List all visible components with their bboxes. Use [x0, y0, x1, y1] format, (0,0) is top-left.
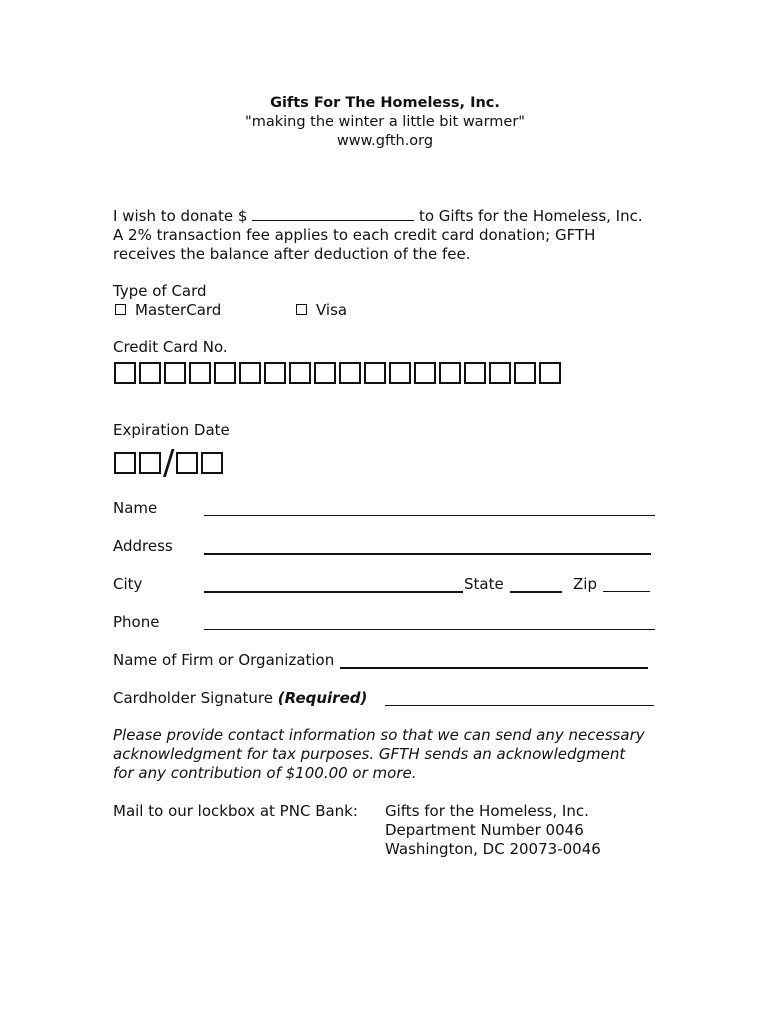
card-number-label: Credit Card No.: [113, 338, 228, 356]
address-field[interactable]: [204, 553, 651, 555]
card-digit-box[interactable]: [189, 362, 211, 384]
address-row: [113, 537, 673, 557]
card-type-section: [113, 282, 673, 320]
zip-field[interactable]: [603, 591, 650, 592]
mailing-address-line3: Washington, DC 20073-0046: [385, 840, 601, 858]
card-digit-box[interactable]: [114, 362, 136, 384]
expiration-separator: /: [163, 443, 175, 483]
exp-year-box[interactable]: [201, 452, 223, 474]
card-type-label: Type of Card: [113, 282, 207, 300]
card-digit-box[interactable]: [339, 362, 361, 384]
card-digit-box[interactable]: [214, 362, 236, 384]
city-state-zip-row: [113, 575, 673, 595]
city-label: City: [113, 575, 143, 593]
contact-note: [113, 726, 673, 783]
contact-note-line3: for any contribution of $100.00 or more.: [113, 764, 417, 782]
expiration-label: Expiration Date: [113, 421, 230, 439]
signature-required-note: (Required): [277, 689, 368, 707]
state-field[interactable]: [510, 591, 562, 593]
address-label: Address: [113, 537, 173, 555]
card-number-boxes[interactable]: [114, 362, 564, 384]
signature-label: Cardholder Signature: [113, 689, 273, 707]
mailing-address-line1: Gifts for the Homeless, Inc.: [385, 802, 589, 820]
state-label: State: [464, 575, 504, 593]
donation-amount-field[interactable]: [252, 206, 414, 221]
contact-note-line1: Please provide contact information so that we can send any necessary: [113, 726, 645, 744]
signature-label-group: [113, 689, 367, 708]
mastercard-option[interactable]: [115, 301, 221, 320]
card-digit-box[interactable]: [414, 362, 436, 384]
card-digit-box[interactable]: [289, 362, 311, 384]
card-digit-box[interactable]: [164, 362, 186, 384]
card-digit-box[interactable]: [539, 362, 561, 384]
exp-year-box[interactable]: [176, 452, 198, 474]
phone-label: Phone: [113, 613, 160, 631]
signature-field[interactable]: [385, 705, 654, 706]
signature-row: [113, 689, 673, 709]
visa-option[interactable]: [296, 301, 347, 320]
card-digit-box[interactable]: [264, 362, 286, 384]
card-digit-box[interactable]: [514, 362, 536, 384]
city-field[interactable]: [204, 591, 463, 593]
name-field[interactable]: [204, 515, 655, 516]
card-digit-box[interactable]: [439, 362, 461, 384]
card-digit-box[interactable]: [364, 362, 386, 384]
tagline: "making the winter a little bit warmer": [245, 114, 525, 130]
donate-suffix: to Gifts for the Homeless, Inc.: [418, 207, 643, 225]
firm-row: [113, 651, 673, 671]
visa-checkbox[interactable]: [296, 304, 307, 315]
donation-statement: [113, 206, 673, 264]
mail-label: Mail to our lockbox at PNC Bank:: [113, 802, 358, 820]
expiration-boxes[interactable]: [114, 443, 226, 483]
donate-prefix: I wish to donate $: [113, 207, 248, 225]
website-link[interactable]: www.gfth.org: [336, 133, 434, 149]
firm-label: Name of Firm or Organization: [113, 651, 335, 669]
card-digit-box[interactable]: [464, 362, 486, 384]
card-digit-box[interactable]: [239, 362, 261, 384]
exp-month-box[interactable]: [139, 452, 161, 474]
mastercard-checkbox[interactable]: [115, 304, 126, 315]
form-header: [0, 94, 770, 151]
zip-label: Zip: [573, 575, 597, 593]
mastercard-label: MasterCard: [135, 301, 222, 319]
visa-label: Visa: [316, 301, 348, 319]
card-digit-box[interactable]: [389, 362, 411, 384]
card-digit-box[interactable]: [489, 362, 511, 384]
name-row: [113, 499, 673, 519]
phone-row: [113, 613, 673, 633]
name-label: Name: [113, 499, 158, 517]
card-digit-box[interactable]: [139, 362, 161, 384]
firm-field[interactable]: [340, 667, 648, 669]
mailing-address-line2: Department Number 0046: [385, 821, 584, 839]
organization-name: Gifts For The Homeless, Inc.: [270, 95, 500, 111]
phone-field[interactable]: [204, 629, 655, 630]
contact-note-line2: acknowledgment for tax purposes. GFTH sends an acknowledgment: [113, 745, 626, 763]
mailing-address: [385, 802, 601, 859]
exp-month-box[interactable]: [114, 452, 136, 474]
card-digit-box[interactable]: [314, 362, 336, 384]
fee-notice-line2: receives the balance after deduction of the fee.: [113, 245, 471, 263]
fee-notice-line1: A 2% transaction fee applies to each credit card donation; GFTH: [113, 226, 596, 244]
